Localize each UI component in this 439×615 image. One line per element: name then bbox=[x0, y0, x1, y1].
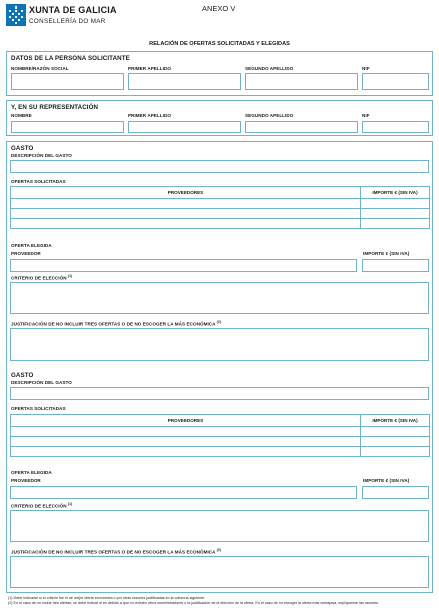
table-row bbox=[11, 437, 430, 447]
galicia-emblem-icon bbox=[6, 4, 26, 26]
justification-text: JUSTIFICACIÓN DE NO INCLUIR TRES OFERTAS O DE NO ESCOGER LA MÁS ECONÓMICA bbox=[11, 321, 216, 327]
amount-label: IMPORTE € (SIN IVA) bbox=[363, 478, 410, 483]
description-label: DESCRIPCIÓN DEL GASTO bbox=[11, 153, 72, 158]
applicant-nif-label: NIF bbox=[362, 66, 370, 71]
footnote-2: (2) En el caso de no incluir tres ofertas, se debe indicar si es debido a que no existen otros suministradores o la justificación de la elección de la oferta. En el caso de no escoger la oferta más ventajosa, explíquense las razones. bbox=[8, 600, 380, 605]
table-row bbox=[11, 219, 430, 229]
amount-cell[interactable] bbox=[361, 427, 430, 437]
table-row bbox=[11, 427, 430, 437]
provider-cell[interactable] bbox=[11, 199, 361, 209]
provider-cell[interactable] bbox=[11, 447, 361, 457]
footnotes bbox=[8, 596, 433, 605]
rep-name-field[interactable] bbox=[11, 121, 124, 133]
col-providers: PROVEEDORES bbox=[11, 187, 361, 199]
rep-surname2-field[interactable] bbox=[245, 121, 358, 133]
table-row bbox=[11, 447, 430, 457]
rep-name-label: NOMBRE bbox=[11, 113, 32, 118]
chosen-offer-label: OFERTA ELEGIDA bbox=[11, 243, 52, 248]
applicant-nif-field[interactable] bbox=[362, 73, 429, 90]
chosen-amount-field[interactable] bbox=[362, 486, 429, 499]
justification-label bbox=[11, 320, 221, 327]
rep-nif-field[interactable] bbox=[362, 121, 429, 133]
table-row bbox=[11, 199, 430, 209]
rep-surname2-label: SEGUNDO APELLIDO bbox=[245, 113, 294, 118]
criterion-label bbox=[11, 502, 72, 509]
criterion-text: CRITERIO DE ELECCIÓN bbox=[11, 275, 67, 281]
annex-label: ANEXO V bbox=[202, 4, 236, 13]
offers-label: OFERTAS SOLICITADAS bbox=[11, 179, 66, 184]
description-field[interactable] bbox=[10, 160, 429, 173]
applicant-surname2-field[interactable] bbox=[245, 73, 358, 90]
chosen-provider-field[interactable] bbox=[10, 486, 357, 499]
applicant-heading: DATOS DE LA PERSONA SOLICITANTE bbox=[11, 55, 130, 62]
justification-label bbox=[11, 548, 221, 555]
applicant-section bbox=[6, 51, 433, 96]
provider-cell[interactable] bbox=[11, 437, 361, 447]
expense-block-1 bbox=[6, 141, 433, 365]
logo-line2: CONSELLERÍA DO MAR bbox=[29, 18, 106, 25]
representative-section bbox=[6, 100, 433, 136]
applicant-surname1-field[interactable] bbox=[128, 73, 241, 90]
justification-field[interactable] bbox=[10, 328, 429, 361]
amount-cell[interactable] bbox=[361, 209, 430, 219]
criterion-ref: (1) bbox=[67, 274, 73, 278]
xunta-logo bbox=[6, 4, 126, 28]
amount-cell[interactable] bbox=[361, 447, 430, 457]
justification-ref: (2) bbox=[216, 320, 221, 324]
criterion-label bbox=[11, 274, 72, 281]
expense-block-2 bbox=[6, 368, 433, 592]
justification-text: JUSTIFICACIÓN DE NO INCLUIR TRES OFERTAS O DE NO ESCOGER LA MÁS ECONÓMICA bbox=[11, 549, 216, 555]
criterion-ref: (1) bbox=[67, 502, 73, 506]
col-providers: PROVEEDORES bbox=[11, 415, 361, 427]
description-field[interactable] bbox=[10, 387, 429, 400]
chosen-amount-field[interactable] bbox=[362, 259, 429, 272]
provider-cell[interactable] bbox=[11, 427, 361, 437]
chosen-provider-field[interactable] bbox=[10, 259, 357, 272]
criterion-field[interactable] bbox=[10, 510, 429, 542]
expense-heading: GASTO bbox=[11, 145, 34, 152]
provider-cell[interactable] bbox=[11, 219, 361, 229]
applicant-surname2-label: SEGUNDO APELLIDO bbox=[245, 66, 294, 71]
amount-label: IMPORTE € (SIN IVA) bbox=[363, 251, 410, 256]
justification-field[interactable] bbox=[10, 556, 429, 588]
provider-label: PROVEEDOR bbox=[11, 251, 41, 256]
table-row bbox=[11, 209, 430, 219]
offers-table bbox=[10, 414, 430, 457]
amount-cell[interactable] bbox=[361, 199, 430, 209]
footnote-1: (1) Debe indicarse si el criterio fue el de mejor oferta económica o por otras razones justificadas en la columna siguiente. bbox=[8, 596, 206, 600]
representative-heading: Y, EN SU REPRESENTACIÓN bbox=[11, 104, 99, 111]
amount-cell[interactable] bbox=[361, 437, 430, 447]
rep-surname1-field[interactable] bbox=[128, 121, 241, 133]
offers-table bbox=[10, 186, 430, 229]
rep-surname1-label: PRIMER APELLIDO bbox=[128, 113, 171, 118]
logo-line1: XUNTA DE GALICIA bbox=[29, 5, 117, 15]
criterion-field[interactable] bbox=[10, 282, 429, 314]
expense-heading: GASTO bbox=[11, 372, 34, 379]
rep-nif-label: NIF bbox=[362, 113, 370, 118]
applicant-name-field[interactable] bbox=[11, 73, 124, 90]
document-title: RELACIÓN DE OFERTAS SOLICITADAS Y ELEGIDAS bbox=[149, 41, 290, 47]
amount-cell[interactable] bbox=[361, 219, 430, 229]
description-label: DESCRIPCIÓN DEL GASTO bbox=[11, 380, 72, 385]
offers-label: OFERTAS SOLICITADAS bbox=[11, 406, 66, 411]
justification-ref: (2) bbox=[216, 548, 221, 552]
provider-cell[interactable] bbox=[11, 209, 361, 219]
col-amount: IMPORTE € (SIN IVA) bbox=[361, 187, 430, 199]
provider-label: PROVEEDOR bbox=[11, 478, 41, 483]
applicant-name-label: NOMBRE/RAZÓN SOCIAL bbox=[11, 66, 69, 71]
applicant-surname1-label: PRIMER APELLIDO bbox=[128, 66, 171, 71]
criterion-text: CRITERIO DE ELECCIÓN bbox=[11, 503, 67, 509]
chosen-offer-label: OFERTA ELEGIDA bbox=[11, 470, 52, 475]
col-amount: IMPORTE € (SIN IVA) bbox=[361, 415, 430, 427]
